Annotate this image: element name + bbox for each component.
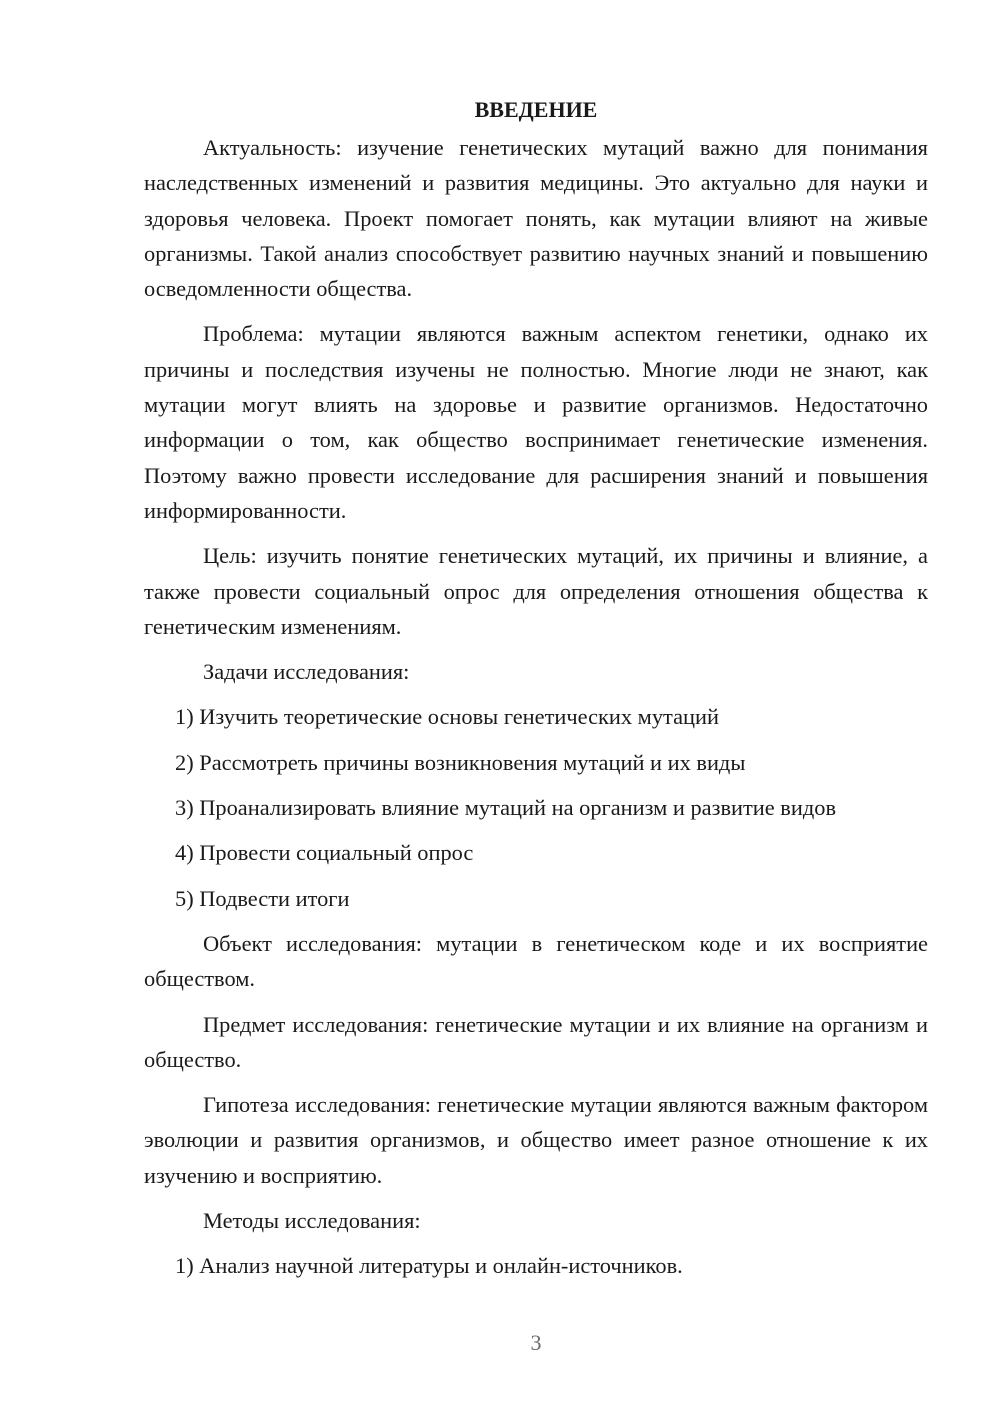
- methods-list: [144, 1248, 928, 1283]
- tasks-list: [144, 699, 928, 915]
- methods-label: Методы исследования:: [203, 1208, 421, 1234]
- subject-paragraph: Предмет исследования: генетические мутации и их влияние на организм и общество.: [144, 1011, 928, 1072]
- tasks-label: Задачи исследования:: [203, 659, 410, 685]
- relevance-paragraph: Актуальность: изучение генетических мутаций важно для понимания наследственных изменений и развития медицины. Это актуально для науки и здоровья человека. Проект помогает понять, как мутации влияют на живые организмы. Такой анализ способствует развитию научных знаний и повышению осведомленности общества.: [144, 135, 928, 302]
- list-item: 1) Изучить теоретические основы генетических мутаций: [175, 704, 719, 730]
- list-item: 5) Подвести итоги: [175, 885, 350, 911]
- list-item: 1) Анализ научной литературы и онлайн-источников.: [175, 1253, 683, 1279]
- page-number: 3: [530, 1330, 542, 1355]
- hypothesis-paragraph: Гипотеза исследования: генетические мутации являются важным фактором эволюции и развития организмов, и общество имеет разное отношение к их изучению и восприятию.: [144, 1092, 928, 1188]
- list-item: 2) Рассмотреть причины возникновения мутаций и их виды: [175, 749, 746, 775]
- section-title: ВВЕДЕНИЕ: [474, 97, 598, 122]
- list-item: 3) Проанализировать влияние мутаций на организм и развитие видов: [175, 795, 837, 821]
- problem-paragraph: Проблема: мутации являются важным аспектом генетики, однако их причины и последствия изучены не полностью. Многие люди не знают, как мутации могут влиять на здоровье и развитие организмов. Недостаточно информации о том, как общество воспринимает генетические изменения. Поэтому важно провести исследование для расширения знаний и повышения информированности.: [144, 321, 928, 523]
- list-item: 4) Провести социальный опрос: [175, 840, 474, 866]
- object-paragraph: Объект исследования: мутации в генетическом коде и их восприятие обществом.: [144, 930, 928, 992]
- document-body: [144, 92, 928, 1294]
- goal-paragraph: Цель: изучить понятие генетических мутаций, их причины и влияние, а также провести социальный опрос для определения отношения общества к генетическим изменениям.: [144, 543, 928, 639]
